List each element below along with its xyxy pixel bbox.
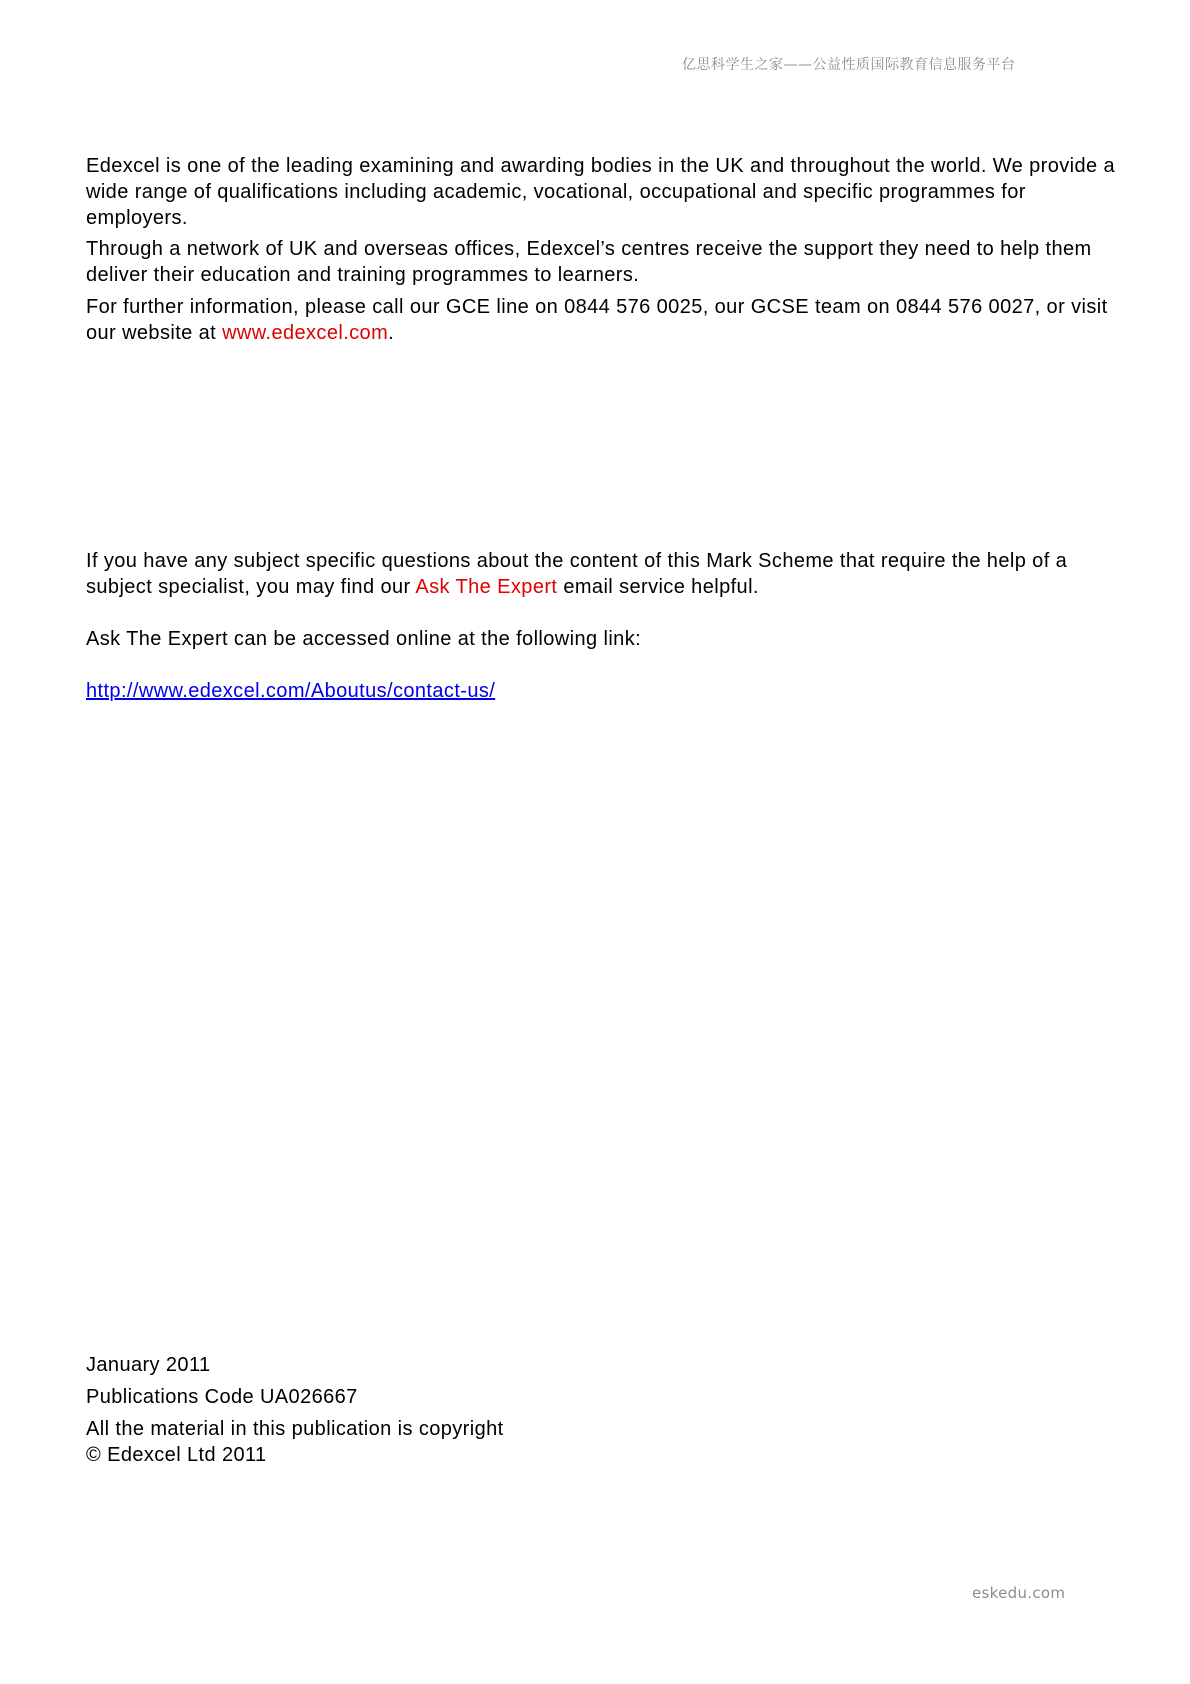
header-watermark: 亿思科学生之家——公益性质国际教育信息服务平台	[682, 57, 1016, 73]
contact-text: For further information, please call our GCE line on 0844 576 0025, our GCSE team on 0844 576 0027, or visit our website at	[86, 296, 1108, 344]
expert-url-line	[86, 678, 1116, 704]
contact-us-url-link[interactable]: http://www.edexcel.com/Aboutus/contact-us/	[86, 680, 496, 702]
publication-code: Publications Code UA026667	[86, 1386, 358, 1408]
contact-text-end: .	[388, 322, 395, 344]
intro-paragraph-2: Through a network of UK and overseas offices, Edexcel’s centres receive the support they need to help them deliver their education and training programmes to learners.	[86, 238, 1092, 286]
footer-watermark: eskedu.com	[972, 1584, 1066, 1602]
expert-text: If you have any subject specific questions about the content of this Mark Scheme that require the help of a subject specialist, you may find our	[86, 550, 1068, 598]
publication-date: January 2011	[86, 1354, 211, 1376]
intro-paragraph-1: Edexcel is one of the leading examining and awarding bodies in the UK and throughout the world. We provide a wide range of qualifications including academic, vocational, occupational and specific programmes for employers.	[86, 155, 1116, 229]
website-link[interactable]: www.edexcel.com	[222, 322, 389, 344]
expert-paragraph-2: Ask The Expert can be accessed online at the following link:	[86, 628, 642, 650]
expert-paragraph-1	[86, 548, 1116, 600]
copyright-line-2: © Edexcel Ltd 2011	[86, 1444, 267, 1466]
ask-the-expert-link[interactable]: Ask The Expert	[415, 576, 558, 598]
intro-paragraph-3	[86, 294, 1116, 346]
copyright-line-1: All the material in this publication is copyright	[86, 1418, 504, 1440]
expert-text-end: email service helpful.	[557, 576, 759, 598]
